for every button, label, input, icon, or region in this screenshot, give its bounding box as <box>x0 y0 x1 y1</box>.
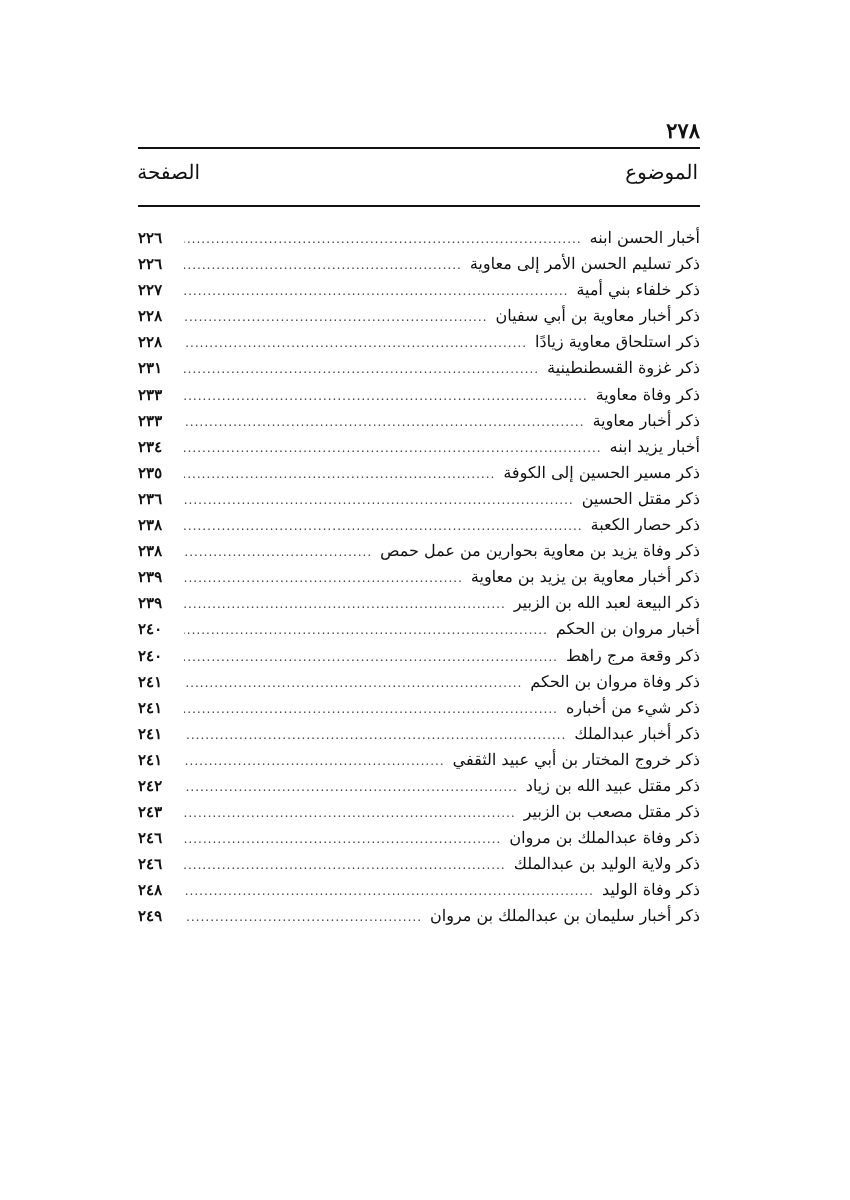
toc-entry <box>138 773 700 799</box>
toc-entry-title: ذكر وقعة مرج راهط <box>565 645 700 665</box>
toc-entry-page: ٢٣٩ <box>138 568 163 587</box>
dot-leader <box>184 904 422 930</box>
dot-leader <box>184 461 495 487</box>
toc-entry-page: ٢٤٠ <box>138 620 163 639</box>
toc-entry-title: أخبار يزيد ابنه <box>609 436 700 456</box>
toc-entry-title: ذكر أخبار معاوية بن أبي سفيان <box>495 306 700 326</box>
dot-leader <box>184 852 506 878</box>
toc-entry-title: ذكر خلفاء بني أمية <box>576 280 700 300</box>
toc-entry-page: ٢٤٦ <box>138 855 163 874</box>
dot-leader <box>184 800 516 826</box>
toc-entry <box>138 747 700 773</box>
toc-entry-page: ٢٤٢ <box>138 776 163 795</box>
dot-leader <box>184 774 518 800</box>
toc-entry-page: ٢٤٣ <box>138 803 163 822</box>
toc-entry <box>138 538 700 564</box>
dot-leader <box>184 722 566 748</box>
dot-leader <box>184 644 558 670</box>
toc-entry-page: ٢٣٦ <box>138 489 163 508</box>
toc-entry-page: ٢٤٠ <box>138 646 163 665</box>
toc-entry <box>138 643 700 669</box>
toc-entry <box>138 408 700 434</box>
dot-leader <box>184 409 585 435</box>
dot-leader <box>184 591 506 617</box>
toc-entry-page: ٢٤٩ <box>138 907 163 926</box>
toc-entry-page: ٢٢٧ <box>138 281 163 300</box>
header-bottom-rule <box>138 205 700 207</box>
dot-leader <box>184 539 372 565</box>
toc-entry-page: ٢٣٥ <box>138 463 163 482</box>
toc-entry-page: ٢٣٣ <box>138 385 163 404</box>
toc-entry-page: ٢٣٤ <box>138 437 163 456</box>
subject-column-header: الموضوع <box>625 160 698 184</box>
toc-entry-title: ذكر غزوة القسطنطينية <box>547 358 700 378</box>
toc-entry-page: ٢٢٦ <box>138 255 163 274</box>
toc-entry-page: ٢٢٦ <box>138 229 163 247</box>
toc-entry-title: ذكر أخبار سليمان بن عبدالملك بن مروان <box>430 906 700 926</box>
toc-entry <box>138 721 700 747</box>
toc-entry <box>138 225 700 251</box>
toc-entry <box>138 851 700 877</box>
toc-entry-title: ذكر البيعة لعبد الله بن الزبير <box>513 593 700 613</box>
page-column-header: الصفحة <box>137 160 200 184</box>
toc-entry-page: ٢٣١ <box>138 359 163 378</box>
toc-entry-title: ذكر استلحاق معاوية زيادًا <box>535 332 700 352</box>
toc-entry-page: ٢٣٨ <box>138 516 163 535</box>
dot-leader <box>184 252 462 278</box>
toc-entry-title: ذكر أخبار معاوية بن يزيد بن معاوية <box>470 567 700 587</box>
dot-leader <box>184 696 558 722</box>
toc-entry-page: ٢٤١ <box>138 750 163 769</box>
dot-leader <box>184 383 588 409</box>
toc-entry-title: ذكر وفاة معاوية <box>595 384 700 404</box>
dot-leader <box>184 435 602 461</box>
toc-entry-title: أخبار الحسن ابنه <box>589 228 700 247</box>
header-top-rule <box>138 147 700 149</box>
dot-leader <box>184 487 574 513</box>
dot-leader <box>184 565 463 591</box>
dot-leader <box>184 330 527 356</box>
toc-entry <box>138 799 700 825</box>
dot-leader <box>184 878 594 904</box>
toc-entry <box>138 251 700 277</box>
toc-entry-title: ذكر تسليم الحسن الأمر إلى معاوية <box>469 254 700 274</box>
toc-entry <box>138 669 700 695</box>
toc-entry <box>138 303 700 329</box>
toc-entry-title: ذكر شيء من أخباره <box>566 697 700 717</box>
toc-entry-page: ٢٤٦ <box>138 829 163 848</box>
dot-leader <box>184 670 522 696</box>
toc-entry <box>138 434 700 460</box>
toc-entry <box>138 382 700 408</box>
toc-entry-title: ذكر مقتل الحسين <box>581 488 700 508</box>
toc-entry <box>138 486 700 512</box>
dot-leader <box>184 356 539 382</box>
toc-entry-title: ذكر وفاة يزيد بن معاوية بحوارين من عمل حمص <box>380 541 700 561</box>
dot-leader <box>184 617 548 643</box>
toc-entry <box>138 877 700 903</box>
toc-entry-title: ذكر ولاية الوليد بن عبدالملك <box>513 854 700 874</box>
toc-entry-title: ذكر مقتل عبيد الله بن زياد <box>525 775 700 795</box>
toc-entry-page: ٢٣٨ <box>138 542 163 561</box>
dot-leader <box>184 304 487 330</box>
toc-entry <box>138 564 700 590</box>
toc-entry <box>138 903 700 929</box>
toc-entry <box>138 460 700 486</box>
toc-entry <box>138 616 700 642</box>
toc-entry <box>138 329 700 355</box>
toc-entry-title: ذكر وفاة مروان بن الحكم <box>530 671 700 691</box>
toc-entry-page: ٢٣٣ <box>138 411 163 430</box>
dot-leader <box>184 513 583 539</box>
toc-entry-page: ٢٢٨ <box>138 333 163 352</box>
toc-entry-page: ٢٣٩ <box>138 594 163 613</box>
toc-entry-title: ذكر أخبار عبدالملك <box>574 723 700 743</box>
toc-entry-page: ٢٤١ <box>138 724 163 743</box>
toc-entry-page: ٢٤٨ <box>138 881 163 900</box>
table-of-contents <box>138 225 700 930</box>
toc-entry <box>138 355 700 381</box>
page-number: ٢٧٨ <box>666 118 700 143</box>
dot-leader <box>184 226 582 252</box>
toc-entry-title: ذكر وفاة الوليد <box>601 880 700 900</box>
toc-entry-title: ذكر حصار الكعبة <box>590 515 700 535</box>
toc-entry-title: أخبار مروان بن الحكم <box>555 619 700 639</box>
toc-entry <box>138 825 700 851</box>
toc-entry-title: ذكر خروج المختار بن أبي عبيد الثقفي <box>452 749 700 769</box>
dot-leader <box>184 826 501 852</box>
toc-entry-title: ذكر مقتل مصعب بن الزبير <box>523 802 700 822</box>
toc-entry-title: ذكر مسير الحسين إلى الكوفة <box>503 462 700 482</box>
toc-entry <box>138 590 700 616</box>
dot-leader <box>184 278 568 304</box>
toc-entry <box>138 277 700 303</box>
toc-entry-page: ٢٢٨ <box>138 307 163 326</box>
toc-entry-title: ذكر وفاة عبدالملك بن مروان <box>509 828 700 848</box>
dot-leader <box>184 748 445 774</box>
toc-entry <box>138 695 700 721</box>
toc-entry-page: ٢٤١ <box>138 698 163 717</box>
toc-entry-page: ٢٤١ <box>138 672 163 691</box>
toc-entry-title: ذكر أخبار معاوية <box>592 410 700 430</box>
toc-entry <box>138 512 700 538</box>
